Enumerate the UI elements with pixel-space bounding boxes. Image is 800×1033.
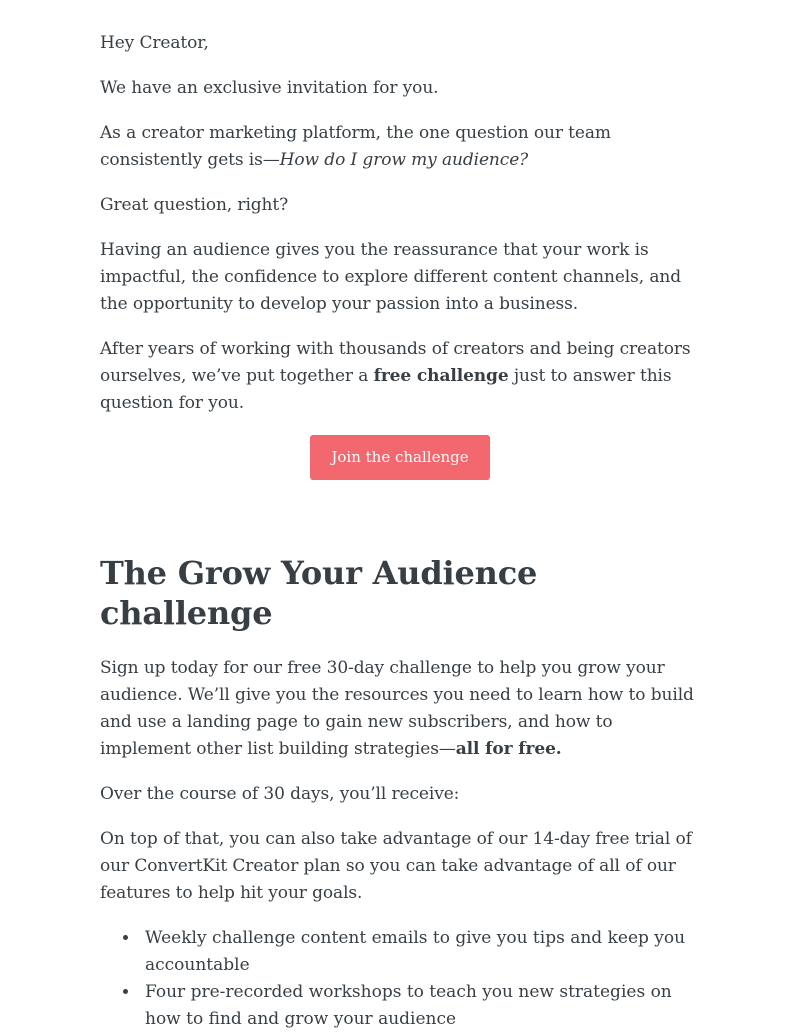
- list-item: • Weekly challenge content emails to give you tips and keep you accountable: [140, 925, 700, 979]
- list-item: • Four pre-recorded workshops to teach you new strategies on how to find and grow your audience: [140, 979, 700, 1033]
- question-paragraph: [100, 120, 700, 174]
- invitation-text: We have an exclusive invitation for you.: [100, 78, 439, 98]
- question-intro: As a creator marketing platform, the one question our team consistently gets is—: [100, 123, 611, 170]
- email-body: [100, 30, 700, 1033]
- cta-container: [100, 435, 700, 480]
- course-intro-text: Over the course of 30 days, you’ll receive:: [100, 784, 460, 804]
- signup-paragraph: [100, 655, 700, 763]
- signup-text: Sign up today for our free 30-day challenge to help you grow your audience. We’ll give you the resources you need to learn how to build and use a landing page to gain new subscribers, and how to implement other list building strategies—: [100, 658, 694, 759]
- challenge-intro-paragraph: [100, 336, 700, 417]
- section-heading: The Grow Your Audience challenge: [100, 554, 538, 632]
- benefits-list: [100, 925, 700, 1033]
- greeting-text: Hey Creator,: [100, 33, 209, 53]
- join-challenge-button[interactable]: Join the challenge: [310, 435, 489, 480]
- challenge-intro-before: After years of working with thousands of creators and being creators ourselves, we’ve put together a: [100, 339, 691, 386]
- audience-benefits-text: Having an audience gives you the reassurance that your work is impactful, the confidence to explore different content channels, and the opportunity to develop your passion into a business.: [100, 240, 682, 314]
- free-challenge-bold: free challenge: [373, 366, 509, 386]
- all-for-free-bold: all for free.: [455, 739, 562, 759]
- trial-text: On top of that, you can also take advantage of our 14-day free trial of our ConvertKit Creator plan so you can take advantage of all of our features to help hit your goals.: [100, 829, 692, 903]
- great-question-text: Great question, right?: [100, 195, 289, 215]
- challenge-intro-after: just to answer this question for you.: [100, 366, 672, 413]
- question-italic: How do I grow my audience?: [279, 150, 529, 170]
